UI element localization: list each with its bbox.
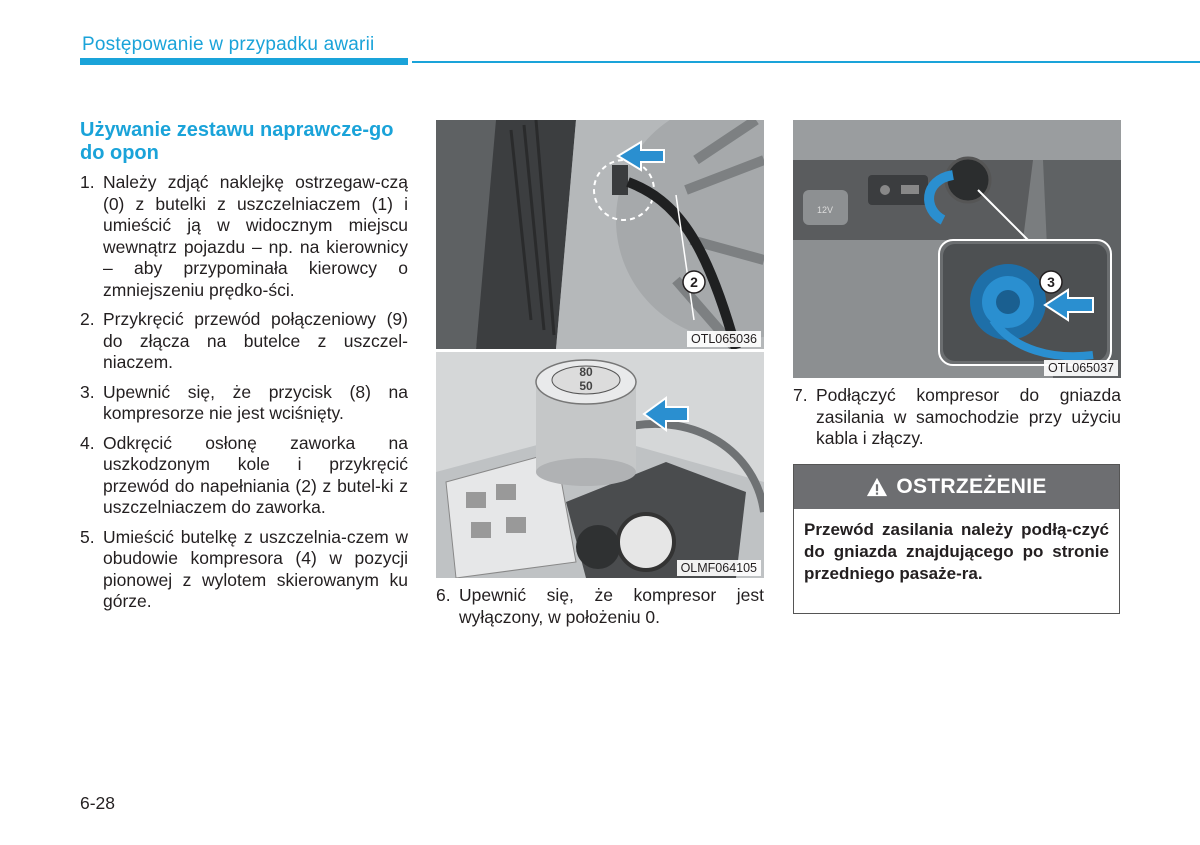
figure-code: OTL065036: [687, 331, 761, 347]
step-text: Podłączyć kompresor do gniazda zasilania w samochodzie przy użyciu kabla i złączy.: [816, 385, 1121, 448]
step-1: [80, 172, 408, 301]
step-6: [436, 585, 764, 628]
step-number: 7.: [793, 385, 808, 405]
compressor-illustration: [436, 352, 764, 578]
running-header: Postępowanie w przypadku awarii: [82, 34, 375, 55]
step-text: Należy zdjąć naklejkę ostrzegaw-czą (0) z butelki z uszczelniaczem (1) i umieścić ją w widocznym miejscu wewnątrz pojazdu – np. na kierownicy – aby przypominała kierowcy o zmniejszeniu prędko-ści.: [103, 172, 408, 300]
step-5: [80, 527, 408, 613]
step-text: Odkręcić osłonę zaworka na uszkodzonym kole i przykręcić przewód do napełniania (2) z butel-ki z uszczelniaczem do zaworka.: [103, 432, 408, 517]
warning-header: [794, 465, 1119, 509]
figure-power-socket: [793, 120, 1121, 378]
step-number: 5.: [80, 526, 95, 547]
header-rule-thin: [412, 61, 1200, 63]
tire-valve-illustration: [436, 120, 764, 349]
section-heading: Używanie zestawu naprawcze-go do opon: [80, 119, 394, 164]
header-rule-thick: [80, 58, 408, 65]
figure-compressor: [436, 352, 764, 578]
step-2: [80, 309, 408, 374]
step-number: 3.: [80, 381, 95, 402]
step-text: Umieścić butelkę z uszczelnia-czem w obudowie kompresora (4) w pozycji pionowej z wylotem skierowanym ku górze.: [103, 526, 408, 611]
step-text: Upewnić się, że przycisk (8) na kompresorze nie jest wciśnięty.: [103, 381, 408, 423]
step-number: 1.: [80, 172, 95, 192]
gauge-label-top: 80: [579, 365, 593, 379]
step-number: 4.: [80, 432, 95, 453]
step-text: Upewnić się, że kompresor jest wyłączony, w położeniu 0.: [459, 585, 764, 627]
warning-text: Przewód zasilania należy podłą-czyć do gniazda znajdującego po stronie przedniego pasaże-ra.: [804, 520, 1109, 583]
step-3: [80, 382, 408, 425]
gauge-label-bottom: 50: [579, 379, 593, 393]
step-number: 2.: [80, 309, 95, 329]
power-socket-illustration: [793, 120, 1121, 378]
step-text: Przykręcić przewód połączeniowy (9) do złącza na butelce z uszczel-niaczem.: [103, 309, 408, 372]
warning-triangle-icon: [866, 476, 888, 498]
steps-list: [80, 172, 408, 621]
socket-label: 12V: [816, 205, 834, 215]
step-7: [793, 385, 1121, 450]
warning-title: OSTRZEŻENIE: [896, 475, 1047, 498]
page-number: 6-28: [80, 793, 116, 813]
step-4: [80, 433, 408, 519]
figure-code: OLMF064105: [677, 560, 761, 576]
figure-code: OTL065037: [1044, 360, 1118, 376]
figure-tire-valve: [436, 120, 764, 349]
callout-2: 2: [690, 274, 698, 290]
step-number: 6.: [436, 585, 451, 605]
callout-3: 3: [1047, 274, 1055, 290]
warning-box: [793, 464, 1120, 614]
